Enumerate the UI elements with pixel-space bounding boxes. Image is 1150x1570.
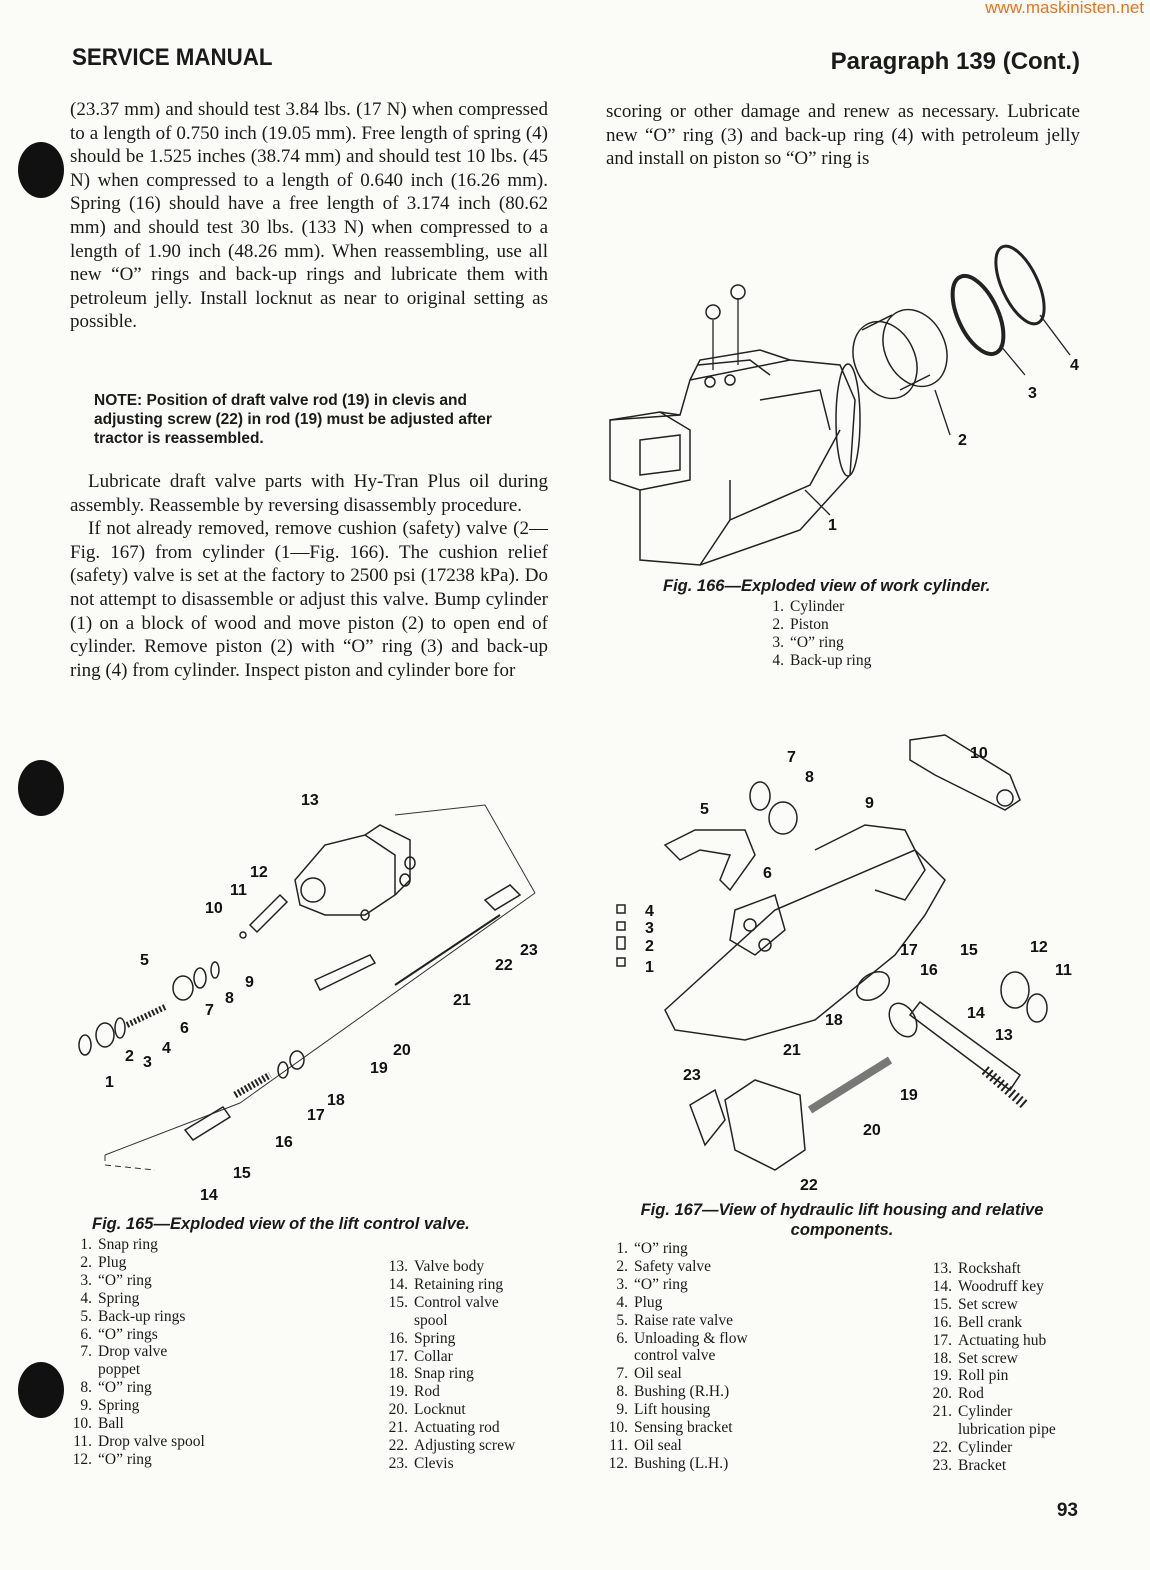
fig167-callout: 12	[1030, 939, 1048, 956]
lift-housing-drawing	[665, 825, 945, 1040]
fig167-callout: 3	[645, 920, 654, 937]
figure-165-legend-left	[70, 1236, 300, 1469]
note-paragraph: NOTE: Position of draft valve rod (19) in clevis and adjusting screw (22) in rod (19) must be adjusted after tractor is reassembled.	[94, 392, 492, 447]
fig165-callout: 10	[205, 900, 223, 917]
legend-item: 18. Set screw	[932, 1349, 1018, 1367]
legend-item: 17. Actuating hub	[932, 1331, 1047, 1349]
legend-item: 3. “O” ring	[772, 633, 844, 651]
legend-item: 1. “O” ring	[616, 1240, 688, 1257]
legend-item: 21. Cylinder lubrication pipe	[932, 1403, 1056, 1439]
legend-item: 6. “O” rings	[80, 1325, 158, 1343]
fig167-callout: 2	[645, 938, 654, 955]
fig167-callout: 9	[865, 795, 874, 812]
figure-167-legend-right	[930, 1260, 1080, 1475]
legend-item: 12. Bushing (L.H.)	[608, 1454, 729, 1472]
legend-item: 13. Rockshaft	[932, 1260, 1021, 1277]
legend-item: 17. Collar	[388, 1347, 453, 1365]
fig165-callout: 19	[370, 1060, 388, 1077]
legend-item: 20. Locknut	[388, 1401, 466, 1419]
fig166-callout: 1	[828, 517, 837, 534]
fig167-callout: 19	[900, 1087, 918, 1104]
legend-item: 4. Plug	[616, 1293, 663, 1311]
legend-item: 23. Clevis	[388, 1454, 454, 1472]
figure-165-lift-control-valve-drawing	[65, 785, 545, 1205]
fig167-callout: 15	[960, 942, 978, 959]
legend-item: 20. Rod	[932, 1385, 984, 1403]
cylinder-body-drawing	[610, 285, 860, 565]
figure-165-caption: Fig. 165—Exploded view of the lift control valve.	[92, 1215, 470, 1233]
legend-item: 1. Cylinder	[772, 598, 845, 615]
legend-item: 2. Plug	[80, 1253, 127, 1271]
legend-item: 3. “O” ring	[80, 1271, 152, 1289]
fig165-callout: 13	[301, 792, 319, 809]
fig167-callout: 1	[645, 959, 654, 976]
binder-hole-punch	[18, 1362, 64, 1418]
control-valve-spool-drawing	[185, 955, 375, 1140]
fig167-callout: 17	[900, 942, 918, 959]
legend-item: 11. Oil seal	[609, 1436, 682, 1454]
fig165-callout: 17	[307, 1107, 325, 1124]
sensing-bracket-drawing	[910, 735, 1020, 810]
watermark-link[interactable]: www.maskinisten.net	[985, 0, 1144, 17]
paragraph-cushion-valve: If not already removed, remove cushion (safety) valve (2—Fig. 167) from cylinder (1—Fig. 166). The cushion relief (safety) valve is set at the factory to 2500 psi (17238 kPa). Do not attempt to disassemble or adjust this valve. Bump cylinder (1) on a block of wood and move piston (2) to open end of cylinder. Remove piston (2) with “O” ring (3) and back-up ring (4) from cylinder. Inspect piston and cylinder bore for	[70, 518, 548, 681]
legend-item: 10. Sensing bracket	[608, 1419, 733, 1437]
figure-167-legend-left	[606, 1240, 796, 1473]
legend-item: 7. Drop valve poppet	[80, 1343, 168, 1379]
legend-item: 15. Control valve spool	[388, 1293, 499, 1329]
legend-item: 5. Raise rate valve	[616, 1311, 733, 1329]
legend-item: 7. Oil seal	[616, 1365, 682, 1383]
fig167-callout: 5	[700, 801, 709, 818]
fig167-callout: 13	[995, 1027, 1013, 1044]
page-number: 93	[1056, 1500, 1078, 1521]
fig165-callout: 15	[233, 1165, 251, 1182]
binder-hole-punch	[18, 760, 64, 816]
figure-166-caption: Fig. 166—Exploded view of work cylinder.	[663, 577, 991, 595]
figure-167-hydraulic-lift-housing-drawing	[605, 730, 1080, 1190]
fig166-callout: 4	[1070, 357, 1079, 374]
legend-item: 23. Bracket	[932, 1456, 1007, 1474]
legend-item: 18. Snap ring	[388, 1365, 474, 1383]
fig166-callout: 3	[1028, 385, 1037, 402]
column-1-paragraph-1: (23.37 mm) and should test 3.84 lbs. (17 N) when compressed to a length of 0.750 inch (19.05 mm). Free length of spring (4) should be 1.525 inches (38.74 mm) and should test 10 lbs. (45 N) when compressed to a length of 0.640 inch (16.26 mm). Spring (16) should have a free length of 3.174 inch (80.62 mm) and should test 30 lbs. (133 N) when compressed to a length of 1.90 inch (48.26 mm). When reassembling, use all new “O” rings and back-up rings and lubricate them with petroleum jelly. Install locknut as near to original setting as possible.	[70, 99, 548, 333]
legend-item: 4. Spring	[80, 1289, 140, 1307]
fig167-callout: 10	[970, 745, 988, 762]
legend-item: 2. Piston	[772, 615, 829, 633]
legend-item: 22. Cylinder	[932, 1439, 1013, 1457]
legend-item: 16. Bell crank	[932, 1313, 1023, 1331]
legend-item: 9. Spring	[80, 1397, 140, 1415]
legend-item: 10. Ball	[72, 1415, 124, 1433]
fig165-callout: 18	[327, 1092, 345, 1109]
fig165-callout: 21	[453, 992, 471, 1009]
fig165-callout: 16	[275, 1134, 293, 1151]
column-1-paragraphs	[70, 470, 548, 682]
fig166-callout: 2	[958, 432, 967, 449]
fig165-callout: 12	[250, 864, 268, 881]
fig165-callout: 23	[520, 942, 538, 959]
legend-item: 14. Woodruff key	[932, 1277, 1044, 1295]
fig165-callout: 9	[245, 974, 254, 991]
fig167-callout: 7	[787, 749, 796, 766]
running-header-left: SERVICE MANUAL	[72, 44, 273, 71]
legend-item: 14. Retaining ring	[388, 1275, 504, 1293]
binder-hole-punch	[18, 142, 64, 198]
legend-item: 19. Roll pin	[932, 1367, 1009, 1385]
legend-item: 22. Adjusting screw	[388, 1437, 516, 1455]
fig167-callout: 22	[800, 1177, 818, 1190]
fig165-callout: 2	[125, 1048, 134, 1065]
fig167-callout: 18	[825, 1012, 843, 1029]
fig165-callout: 4	[162, 1040, 171, 1057]
figure-166-legend	[762, 598, 982, 670]
legend-item: 3. “O” ring	[616, 1275, 688, 1293]
legend-item: 6. Unloading & flow control valve	[616, 1329, 748, 1365]
legend-item: 4. Back-up ring	[772, 651, 872, 669]
fig167-callout: 14	[967, 1005, 985, 1022]
figure-166-work-cylinder-drawing	[600, 230, 1080, 575]
fig165-callout: 3	[143, 1054, 152, 1071]
fig165-callout: 7	[205, 1002, 214, 1019]
running-header-right: Paragraph 139 (Cont.)	[830, 48, 1080, 75]
plug-stack-drawing	[617, 905, 625, 966]
legend-item: 5. Back-up rings	[80, 1307, 186, 1325]
fig167-callout: 6	[763, 865, 772, 882]
legend-item: 2. Safety valve	[616, 1257, 712, 1275]
column-2-paragraph-1: scoring or other damage and renew as necessary. Lubricate new “O” ring (3) and back-up ring (4) with petroleum jelly and install on piston so “O” ring is	[606, 101, 1080, 170]
legend-item: 9. Lift housing	[616, 1401, 711, 1419]
fig165-callout: 11	[230, 882, 247, 899]
fig165-callout: 8	[225, 990, 234, 1007]
o-ring-drawing	[942, 268, 1014, 361]
fig167-callout: 11	[1055, 962, 1072, 979]
clevis-drawing	[485, 885, 520, 910]
poppet-spring-stack-drawing	[79, 962, 219, 1055]
fig167-callout: 8	[805, 769, 814, 786]
fig165-callout: 1	[105, 1074, 114, 1091]
legend-item: 15. Set screw	[932, 1295, 1018, 1313]
fig165-callout: 22	[495, 957, 513, 974]
legend-item: 16. Spring	[388, 1329, 456, 1347]
legend-item: 1. Snap ring	[80, 1236, 158, 1253]
legend-item: 8. “O” ring	[80, 1379, 152, 1397]
fig167-callout: 21	[783, 1042, 801, 1059]
valve-body-drawing	[295, 825, 415, 920]
fig167-callout: 23	[683, 1067, 701, 1084]
legend-item: 8. Bushing (R.H.)	[616, 1383, 730, 1401]
legend-item: 21. Actuating rod	[388, 1419, 500, 1437]
fig165-callout: 14	[200, 1187, 218, 1204]
fig167-callout: 20	[863, 1122, 881, 1139]
raise-rate-valve-drawing	[665, 830, 755, 890]
legend-item: 11. Drop valve spool	[73, 1432, 205, 1450]
drop-valve-spool-drawing	[240, 895, 287, 938]
fig165-callout: 5	[140, 952, 149, 969]
legend-item: 12. “O” ring	[72, 1450, 152, 1468]
legend-item: 13. Valve body	[388, 1258, 485, 1275]
fig165-callout: 6	[180, 1020, 189, 1037]
cylinder-drawing	[690, 1060, 890, 1170]
figure-165-legend-right	[386, 1258, 556, 1473]
paragraph-lubricate: Lubricate draft valve parts with Hy-Tran Plus oil during assembly. Reassemble by reversing disassembly procedure.	[70, 471, 548, 516]
fig167-callout: 16	[920, 962, 938, 979]
legend-item: 19. Rod	[388, 1383, 440, 1401]
figure-167-caption: Fig. 167—View of hydraulic lift housing and relative components.	[640, 1201, 1044, 1239]
fig165-callout: 20	[393, 1042, 411, 1059]
fig167-callout: 4	[645, 903, 654, 920]
back-up-ring-drawing	[986, 239, 1054, 330]
